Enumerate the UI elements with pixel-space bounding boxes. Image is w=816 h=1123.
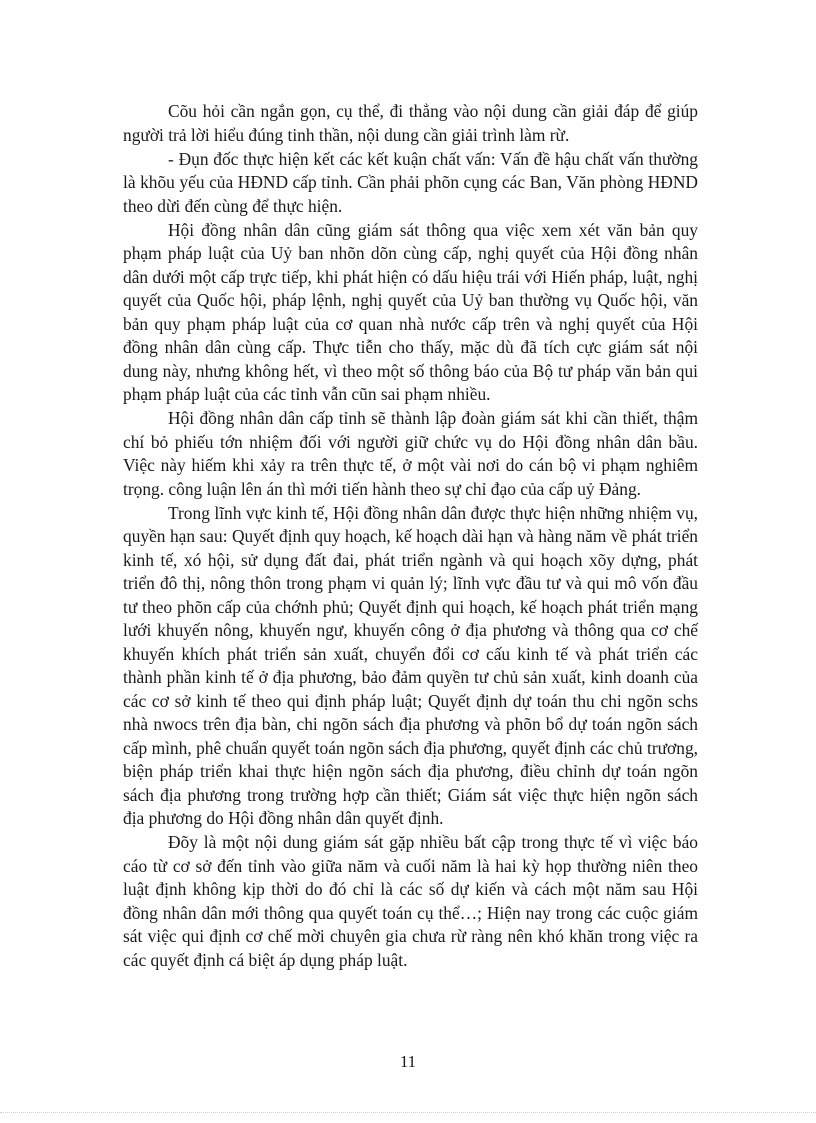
page-number: 11 [399,1052,417,1071]
paragraph-supervision-team: Hội đồng nhân dân cấp tỉnh sẽ thành lập đoàn giám sát khi cần thiết, thậm chí bỏ phiếu tớn nhiệm đối với người giữ chức vụ do Hội đồng nhân dân bầu. Việc này hiếm khi xảy ra trên thực tế, ở một vài nơi do cán bộ vi phạm nghiêm trọng. công luận lên án thì mới tiến hành theo sự chỉ đạo của cấp uỷ Đảng. [123,408,698,499]
body-text [123,100,698,973]
paragraph-legal-review: Hội đồng nhân dân cũng giám sát thông qua việc xem xét văn bản quy phạm pháp luật của Uỷ ban nhõn dõn cùng cấp, nghị quyết của Hội đồng nhân dân dưới một cấp trực tiếp, khi phát hiện có dấu hiệu trái với Hiến pháp, luật, nghị quyết của Quốc hội, pháp lệnh, nghị quyết của Uỷ ban thường vụ Quốc hội, văn bản quy phạm pháp luật của cơ quan nhà nước cấp trên và nghị quyết của Hội đồng nhân dân cùng cấp. Thực tiễn cho thấy, mặc dù đã tích cực giám sát nội dung này, nhưng không hết, vì theo một số thông báo của Bộ tư pháp văn bản qui phạm pháp luật của các tỉnh vẫn cũn sai phạm nhiều. [123,219,698,404]
paragraph-question-guidance: Cõu hỏi cần ngắn gọn, cụ thể, đi thẳng vào nội dung cần giải đáp để giúp người trả lời hiểu đúng tinh thần, nội dung cần giải trình làm rừ. [123,101,698,145]
paragraph-economic-duties: Trong lĩnh vực kinh tế, Hội đồng nhân dân được thực hiện những nhiệm vụ, quyền hạn sau: Quyết định quy hoạch, kế hoạch dài hạn và hàng năm về phát triển kinh tế, xó hội, sử dụng đất đai, phát triển ngành và qui hoạch xõy dựng, phát triển đô thị, nông thôn trong phạm vi quản lý; lĩnh vực đầu tư và qui mô vốn đầu tư theo phõn cấp của chớnh phủ; Quyết định qui hoạch, kế hoạch phát triển mạng lưới khuyến nông, khuyến ngư, khuyến công ở địa phương và thông qua cơ chế khuyến khích phát triển sản xuất, chuyển đổi cơ cấu kinh tế và phát triển các thành phần kinh tế ở địa phương, bảo đảm quyền tư chủ sản xuất, kinh doanh của các cơ sở kinh tế theo qui định pháp luật; Quyết định dự toán thu chi ngõn schs nhà nwocs trên địa bàn, chi ngõn sách địa phương và phõn bổ dự toán ngõn sách cấp mình, phê chuẩn quyết toán ngõn sách địa phương, quyết định các chủ trương, biện pháp triển khai thực hiện ngõn sách địa phương, điều chỉnh dự toán ngõn sách địa phương trong trường hợp cần thiết; Giám sát việc thực hiện ngõn sách địa phương do Hội đồng nhân dân quyết định. [123,502,698,828]
page-bottom-divider [0,1112,816,1113]
paragraph-budget-issues: Đõy là một nội dung giám sát gặp nhiều bất cập trong thực tế vì việc báo cáo từ cơ sở đến tỉnh vào giữa năm và cuối năm là hai kỳ họp thường niên theo luật định không kịp thời do đó chỉ là các số dự kiến và cách một năm sau Hội đồng nhân dân mới thông qua quyết toán cụ thể…; Hiện nay trong các cuộc giám sát việc qui định cơ chế mời chuyên gia chưa rừ ràng nên khó khăn trong việc ra các quyết định cá biệt áp dụng pháp luật. [123,832,698,970]
paragraph-follow-up: - Đụn đốc thực hiện kết các kết kuận chất vấn: Vấn đề hậu chất vấn thường là khõu yếu của HĐND cấp tỉnh. Cần phải phõn cụng các Ban, Văn phòng HĐND theo dừi đến cùng để thực hiện. [123,148,698,216]
